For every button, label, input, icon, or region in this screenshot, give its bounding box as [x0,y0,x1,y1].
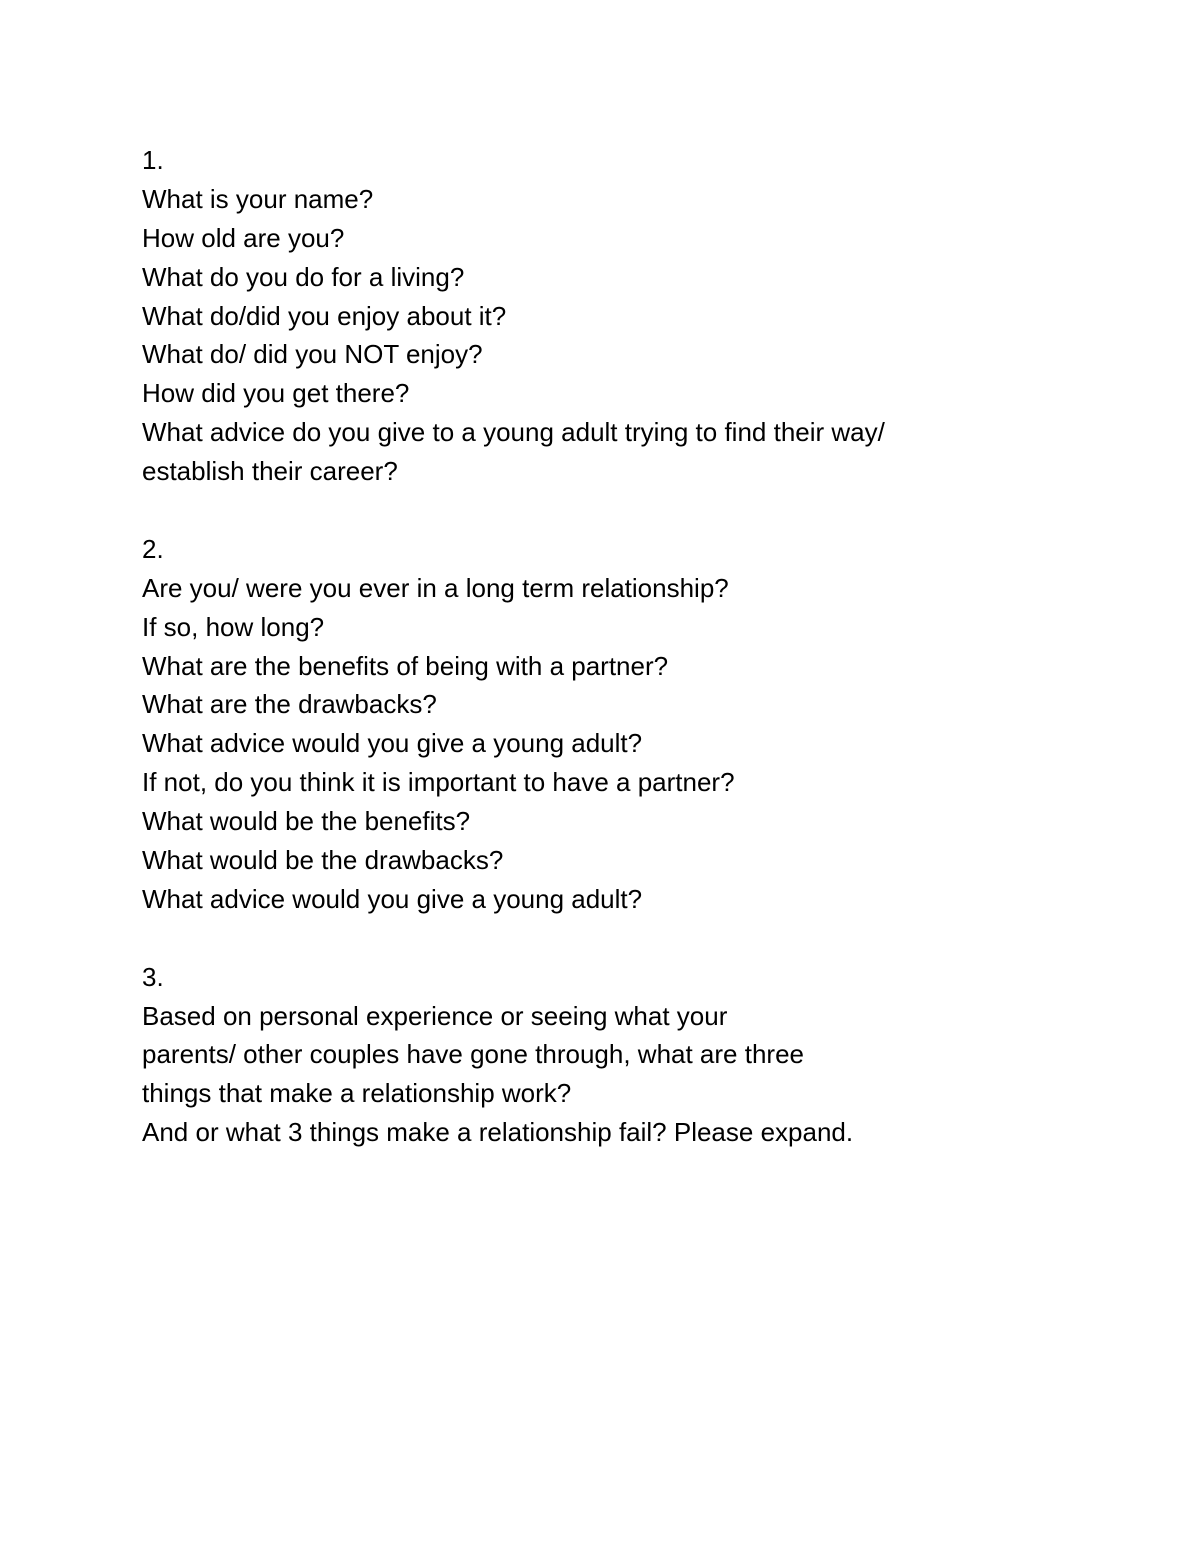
question-line: If so, how long? [142,611,325,642]
question-line: What would be the drawbacks? [142,845,504,876]
section-number: 2. [142,533,164,564]
section-number: 1. [142,145,164,175]
section-number: 3. [142,961,164,992]
question-line: parents/ other couples have gone through, what are three [142,1039,804,1070]
document-body [142,141,1122,1152]
question-line: What is your name? [142,183,374,214]
question-line: What advice would you give a young adult? [142,883,643,914]
question-line: things that make a relationship work? [142,1078,572,1109]
question-line: What do/ did you NOT enjoy? [142,339,483,370]
question-line: establish their career? [142,456,398,487]
section-1 [142,141,1122,491]
question-line: And or what 3 things make a relationship fail? Please expand. [142,1117,854,1148]
section-3 [142,958,1122,1152]
question-line: If not, do you think it is important to have a partner? [142,767,735,798]
question-line: Based on personal experience or seeing what your [142,1000,728,1031]
question-line: How did you get there? [142,378,410,409]
question-line: What advice would you give a young adult? [142,728,643,759]
question-line: What are the drawbacks? [142,689,437,720]
question-line: What are the benefits of being with a partner? [142,650,669,681]
question-line: What advice do you give to a young adult trying to find their way/ [142,417,885,448]
question-line: What do/did you enjoy about it? [142,300,507,331]
section-2 [142,530,1122,919]
question-line: What would be the benefits? [142,806,471,837]
question-line: What do you do for a living? [142,261,465,292]
question-line: Are you/ were you ever in a long term relationship? [142,572,729,603]
question-line: How old are you? [142,222,345,253]
section-spacer [142,919,1122,958]
section-spacer [142,491,1122,530]
